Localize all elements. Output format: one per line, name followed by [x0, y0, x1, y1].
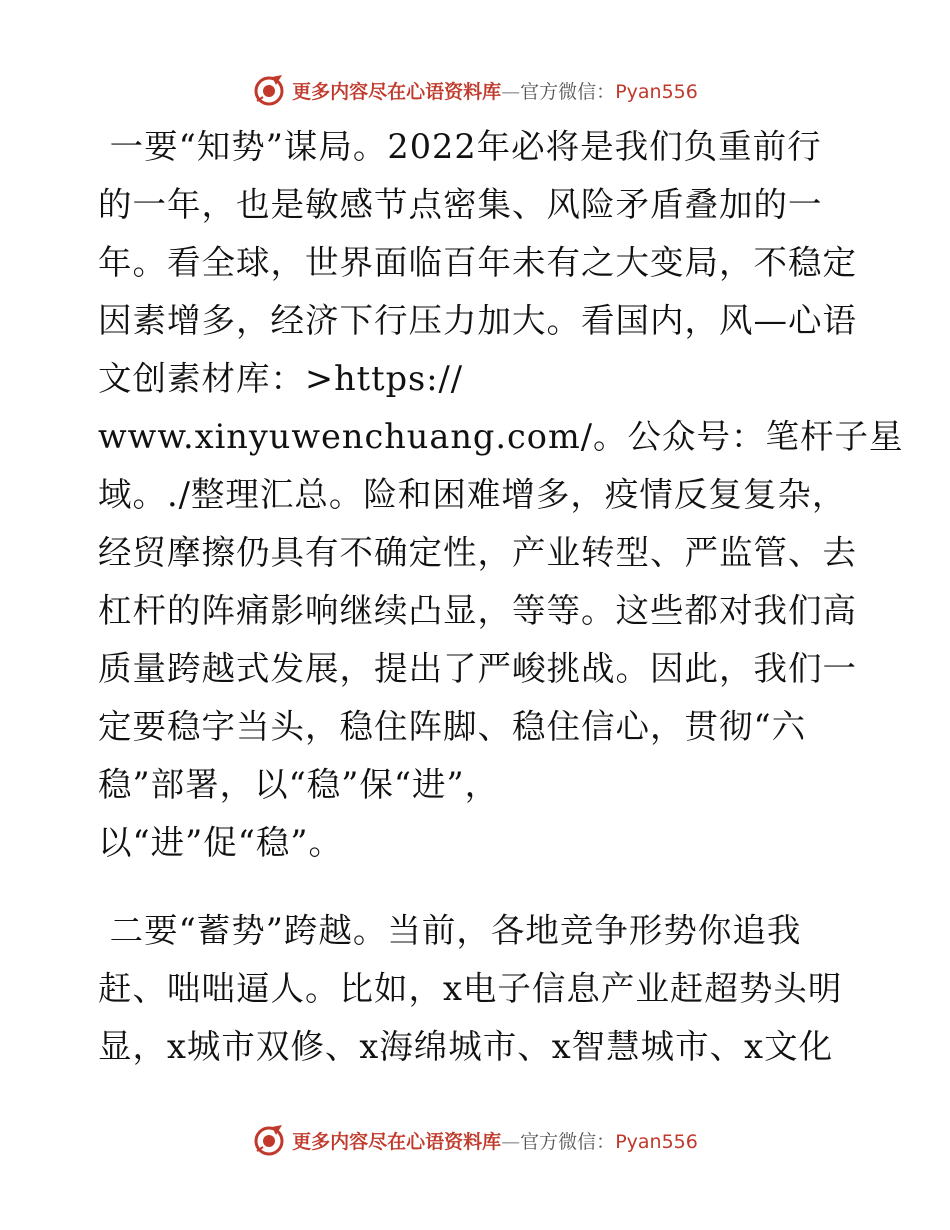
paragraph-line: 一要“知势”谋局。2022年必将是我们负重前行	[98, 127, 822, 166]
banner-text	[292, 77, 698, 104]
paragraph-line: 显，x城市双修、x海绵城市、x智慧城市、x文化	[98, 1027, 834, 1066]
paragraph-line: 因素增多，经济下行压力加大。看国内，风—心语	[98, 301, 857, 340]
paragraph-line: www.xinyuwenchuang.com/。公众号：笔杆子星	[98, 417, 904, 456]
banner-dash: —	[501, 1130, 521, 1153]
document-body	[98, 118, 904, 1076]
banner-lead: 更多内容尽在心语资料库	[292, 1130, 502, 1153]
banner-wechat-label: 官方微信：	[520, 80, 616, 103]
paragraph-gap	[98, 872, 868, 902]
paragraph-line: 杠杆的阵痛影响继续凸显，等等。这些都对我们高	[98, 591, 857, 630]
paragraph-line: 稳”部署，以“稳”保“进”，	[98, 765, 500, 804]
paragraph-line: 定要稳字当头，稳住阵脚、稳住信心，贯彻“六	[98, 707, 807, 746]
banner-wechat-label: 官方微信：	[520, 1130, 616, 1153]
header-banner	[0, 70, 950, 110]
banner-text	[292, 1127, 698, 1154]
paragraph-line: 以“进”促“稳”。	[98, 823, 344, 862]
paragraph-line: 的一年，也是敏感节点密集、风险矛盾叠加的一	[98, 185, 823, 224]
footer-banner	[0, 1120, 950, 1160]
paragraph-2	[98, 902, 868, 1076]
paragraph-line: 年。看全球，世界面临百年未有之大变局，不稳定	[98, 243, 857, 282]
banner-wechat-id: Pyan556	[615, 80, 698, 103]
paragraph-line: 质量跨越式发展，提出了严峻挑战。因此，我们一	[98, 649, 857, 688]
paragraph-line: 二要“蓄势”跨越。当前，各地竞争形势你追我	[98, 911, 802, 950]
banner-dash: —	[501, 80, 521, 103]
banner-wechat-id: Pyan556	[615, 1130, 698, 1153]
paragraph-1	[98, 118, 904, 872]
paragraph-line: 文创素材库：>https://	[98, 359, 464, 398]
paragraph-line: 经贸摩擦仍具有不确定性，产业转型、严监管、去	[98, 533, 857, 572]
banner-lead: 更多内容尽在心语资料库	[292, 80, 502, 103]
quill-seal-logo-icon	[252, 73, 286, 107]
quill-seal-logo-icon	[252, 1123, 286, 1157]
paragraph-line: 赶、咄咄逼人。比如，x电子信息产业赶超势头明	[98, 969, 843, 1008]
paragraph-line: 域。./整理汇总。险和困难增多，疫情反复复杂，	[98, 475, 847, 514]
